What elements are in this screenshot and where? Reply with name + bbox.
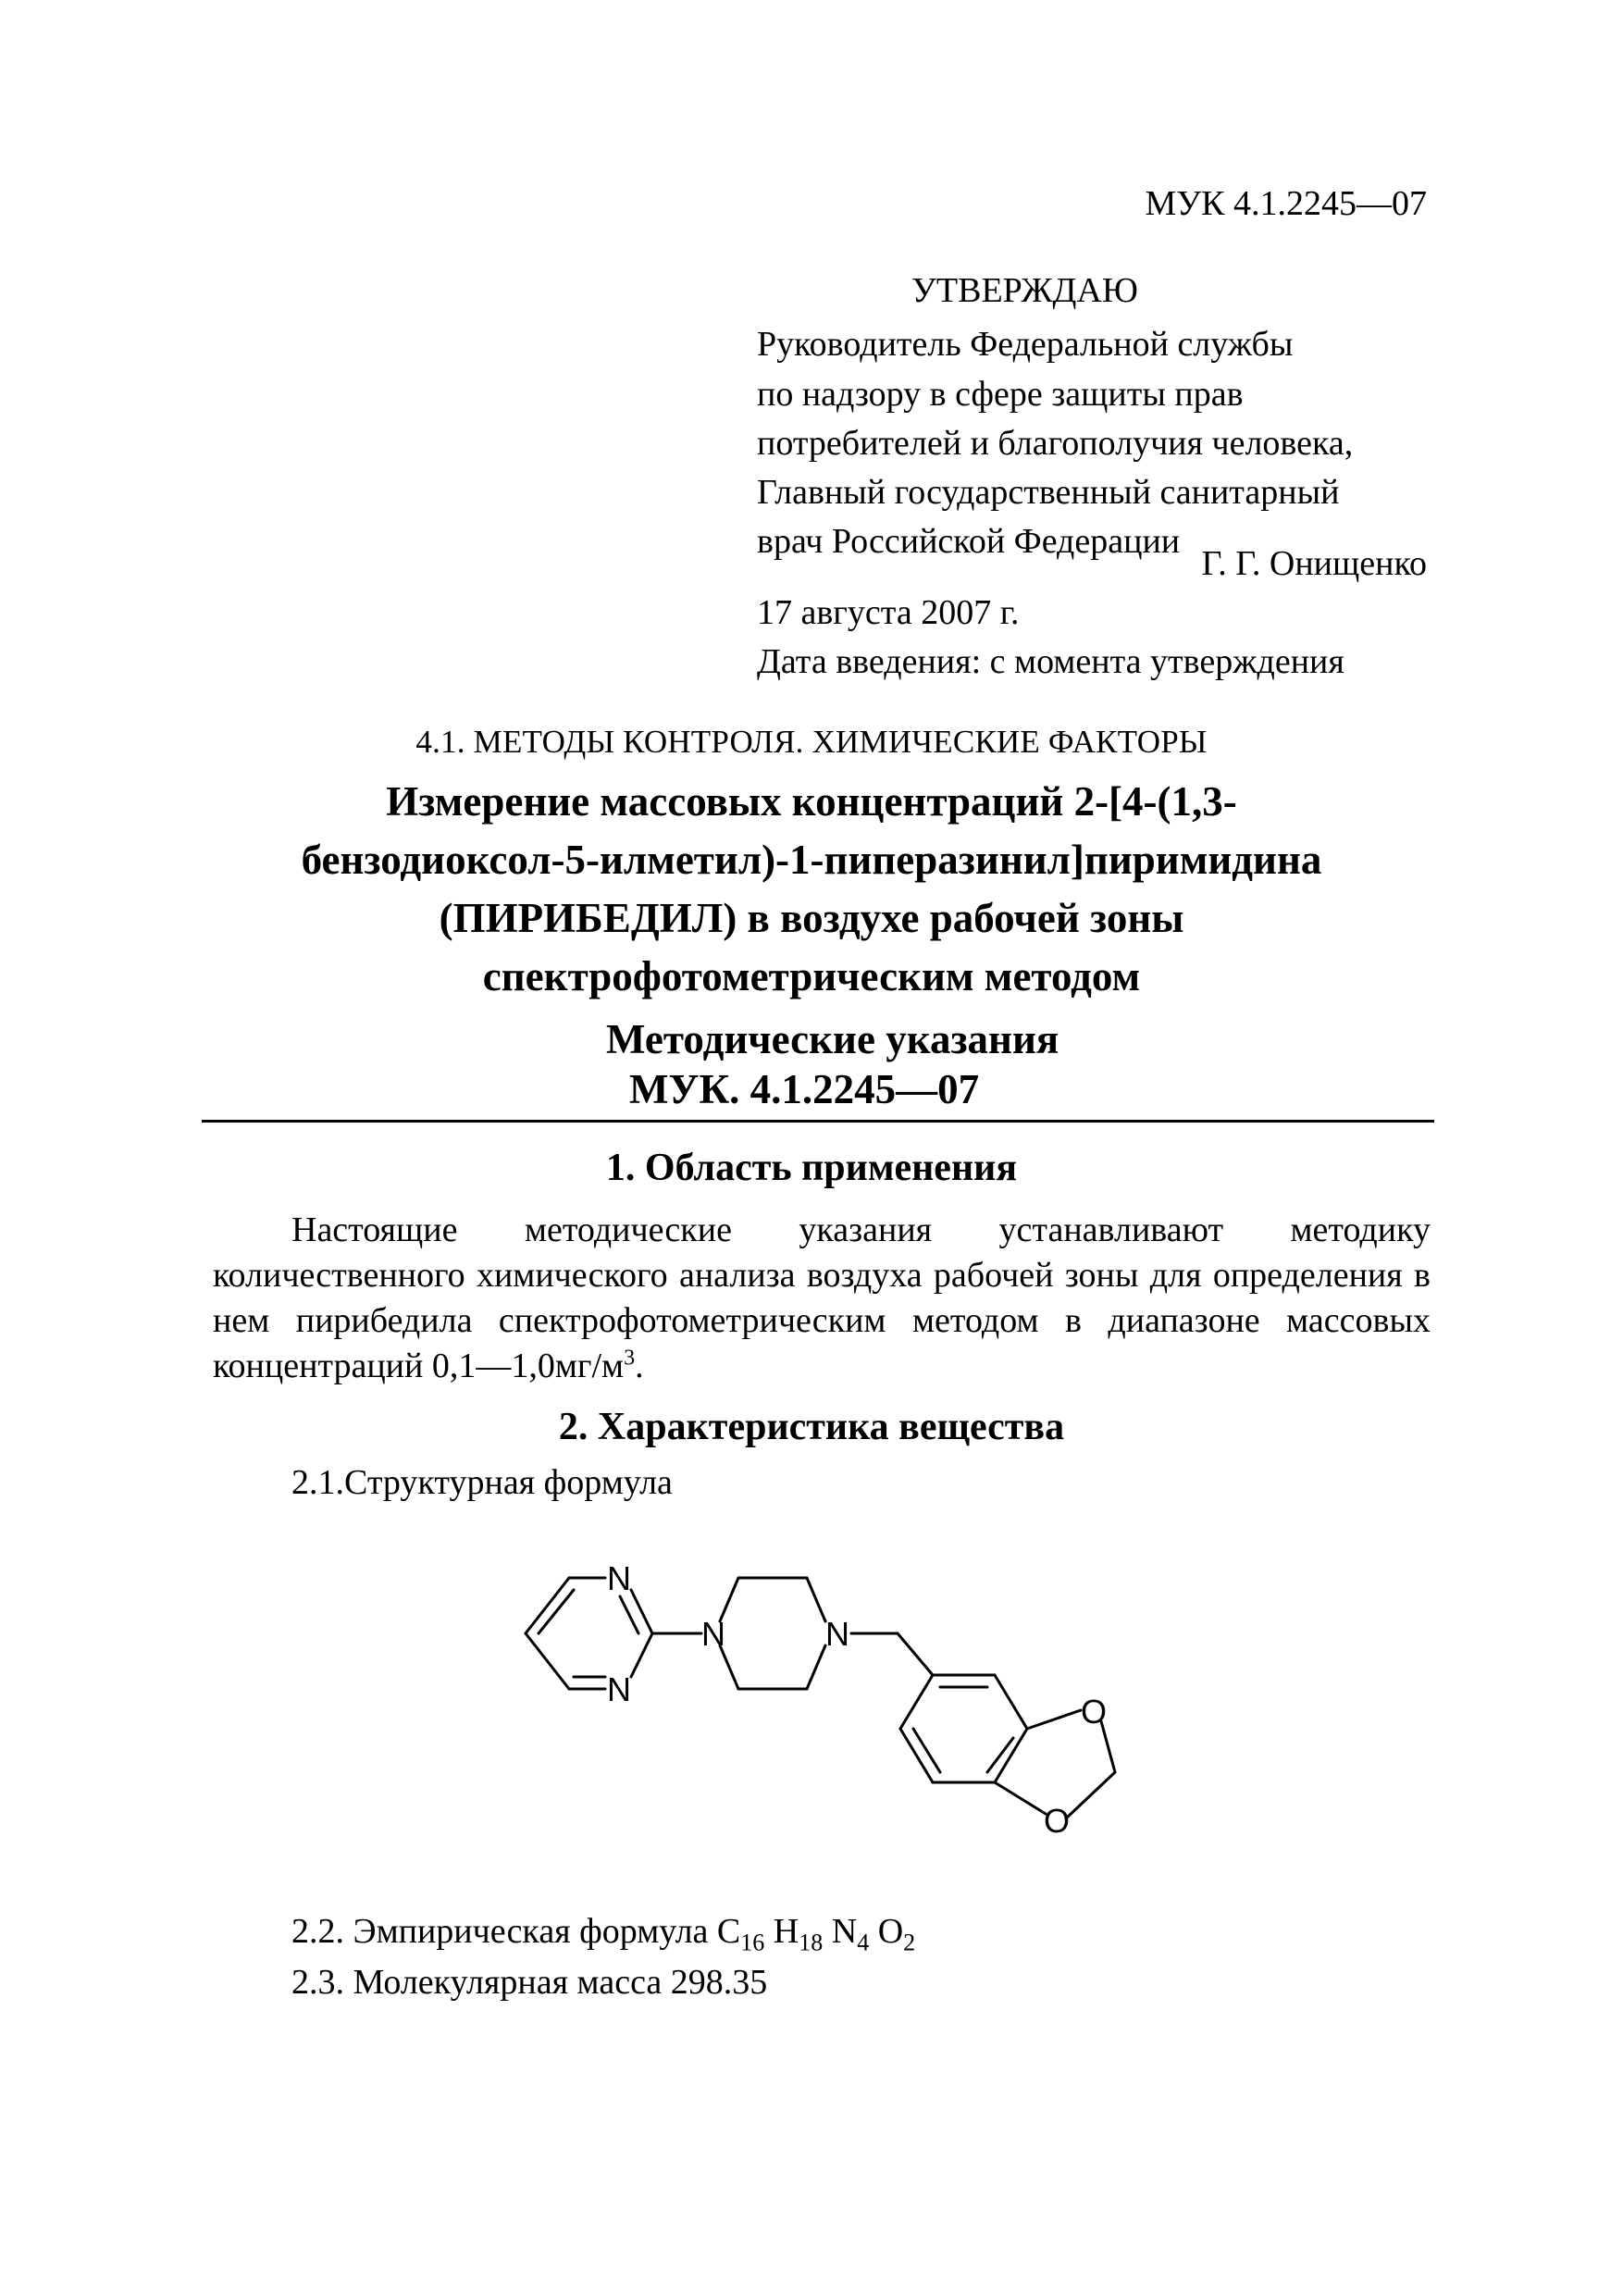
document-title-line: Измерение массовых концентраций 2-[4-(1,3- bbox=[386, 778, 1237, 825]
scope-superscript: 3 bbox=[624, 1346, 636, 1371]
formula-index: 4 bbox=[857, 1929, 870, 1956]
bond bbox=[807, 1578, 825, 1621]
bond bbox=[1027, 1710, 1081, 1729]
molar-mass-line: 2.3. Молекулярная масса 298.35 bbox=[291, 1963, 768, 2002]
formula-element: H bbox=[773, 1912, 799, 1951]
atom-label: N bbox=[825, 1615, 849, 1653]
double-bond bbox=[987, 1738, 1013, 1772]
atom-label: N bbox=[607, 1670, 631, 1708]
approval-line: Главный государственный санитарный bbox=[757, 473, 1340, 512]
approval-line: по надзору в сфере защиты прав bbox=[757, 375, 1244, 414]
atom-label: N bbox=[701, 1615, 725, 1653]
bond bbox=[631, 1633, 652, 1677]
bond bbox=[900, 1675, 933, 1729]
formula-element: O bbox=[877, 1912, 904, 1951]
scope-tail: . bbox=[635, 1347, 644, 1385]
scope-heading: 1. Область применения bbox=[605, 1147, 1018, 1189]
formula-index: 16 bbox=[740, 1929, 765, 1956]
document-title-line: спектрофотометрическим методом bbox=[482, 953, 1141, 999]
document-code: МУК 4.1.2245—07 bbox=[1145, 184, 1427, 223]
signer-name: Г. Г. Онищенко bbox=[1201, 544, 1427, 583]
document-title-line: бензодиоксол-5-илметил)-1-пиперазинил]пиримидина bbox=[301, 837, 1322, 883]
bond bbox=[807, 1645, 825, 1689]
bond bbox=[898, 1633, 933, 1675]
bond bbox=[526, 1633, 569, 1689]
formula-index: 2 bbox=[903, 1929, 916, 1956]
atom-label: N bbox=[607, 1559, 631, 1597]
formula-index: 18 bbox=[799, 1929, 824, 1956]
approval-line: Руководитель Федеральной службы bbox=[757, 325, 1294, 364]
bond bbox=[995, 1675, 1027, 1729]
double-bond bbox=[913, 1729, 940, 1772]
section-heading: 4.1. МЕТОДЫ КОНТРОЛЯ. ХИМИЧЕСКИЕ ФАКТОРЫ bbox=[415, 724, 1208, 760]
approval-date: 17 августа 2007 г. bbox=[757, 593, 1020, 632]
formula-element: N bbox=[831, 1912, 858, 1951]
scope-paragraph bbox=[213, 1208, 1431, 1389]
approval-line: врач Российской Федерации bbox=[757, 522, 1181, 561]
bond bbox=[995, 1782, 1046, 1814]
empirical-formula-label: 2.2. Эмпирическая формула bbox=[291, 1912, 717, 1951]
method-code: МУК. 4.1.2245—07 bbox=[629, 1066, 980, 1112]
bond bbox=[900, 1729, 933, 1782]
approval-heading: УТВЕРЖДАЮ bbox=[911, 271, 1138, 310]
document-title-line: (ПИРИБЕДИЛ) в воздухе рабочей зоны bbox=[439, 895, 1184, 941]
title-divider bbox=[202, 1120, 1434, 1123]
approval-line: потребителей и благополучия человека, bbox=[757, 424, 1354, 463]
empirical-formula-line bbox=[291, 1911, 916, 1956]
bond bbox=[1066, 1772, 1115, 1818]
atom-label: O bbox=[1044, 1802, 1071, 1840]
substance-heading: 2. Характеристика вещества bbox=[558, 1406, 1065, 1448]
scope-text: Настоящие методические указания устанавливают методику количественного химического анализа воздуха рабочей зоны для определения в нем пирибедила спектрофотометрическим методом в диапазоне массовых концентраций 0,1—1,0мг/м bbox=[213, 1210, 1431, 1385]
structural-formula bbox=[500, 1536, 1147, 1906]
atom-label: O bbox=[1081, 1693, 1108, 1731]
structural-formula-label: 2.1.Структурная формула bbox=[291, 1463, 673, 1502]
effective-date: Дата введения: с момента утверждения bbox=[757, 642, 1344, 681]
method-label: Методические указания bbox=[606, 1016, 1059, 1062]
formula-element: C bbox=[716, 1912, 741, 1951]
